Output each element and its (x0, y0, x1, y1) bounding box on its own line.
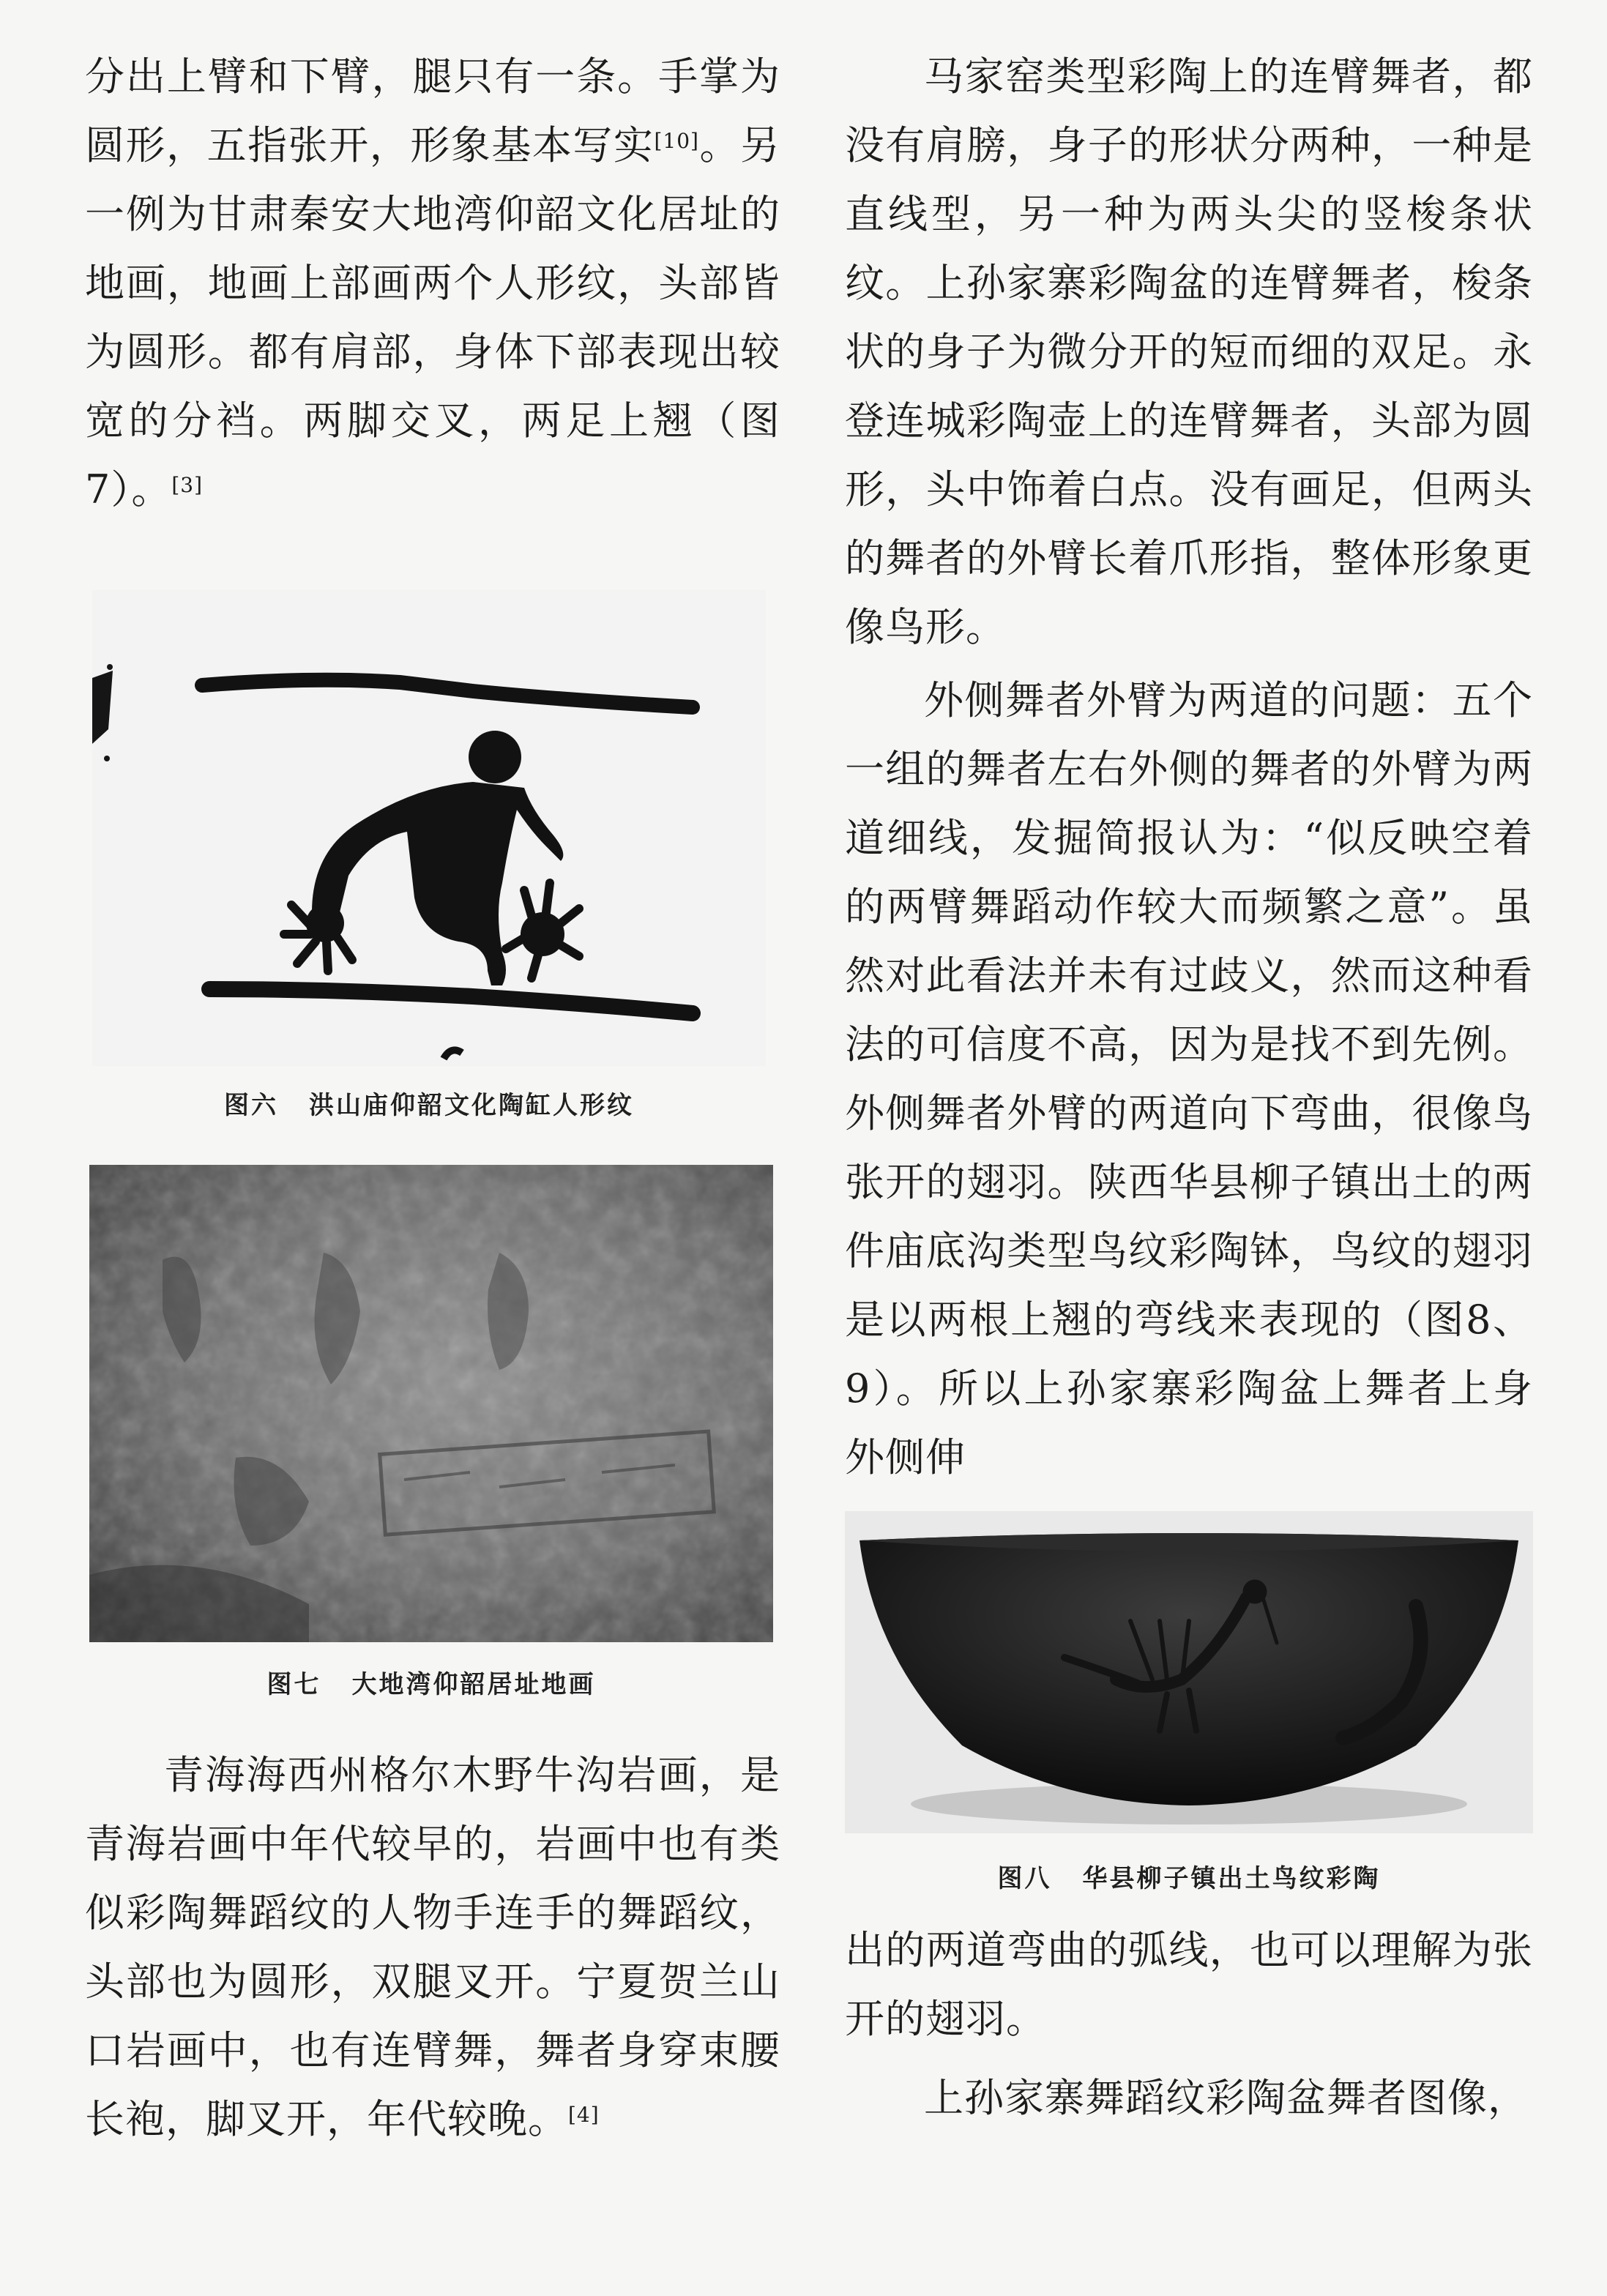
right-paragraph-4: 上孙家寨舞蹈纹彩陶盆舞者图像， (924, 2075, 1528, 2121)
figure-8-image (845, 1511, 1533, 1833)
figure-8-caption (845, 1858, 1533, 1894)
reference-marker: [3] (171, 473, 204, 497)
text-run: 分出上臂和下臂，腿只有一条。手掌为圆形，五指张开，形象基本写实 (85, 53, 780, 168)
figure-6-image (92, 590, 766, 1066)
figure-8-number: 图八 (997, 1864, 1052, 1893)
right-paragraph-2: 外侧舞者外臂为两道的问题：五个一组的舞者左右外侧的舞者的外臂为两道细线，发掘简报认为：“似反映空着的两臂舞蹈动作较大而频繁之意”。虽然对此看法并未有过歧义，然而这种看法的可信度不高，因为是找不到先例。外侧舞者外臂的两道向下弯曲，很像鸟张开的翅羽。陕西华县柳子镇出土的两件庙底沟类型鸟纹彩陶钵，鸟纹的翅羽是以两根上翘的弯线来表现的（图8、9）。所以上孙家寨彩陶盆上舞者上身外侧伸 (845, 677, 1533, 1480)
text-run: 。另一例为甘肃秦安大地湾仰韶文化居址的地画，地画上部画两个人形纹，头部皆为圆形。都有肩部，身体下部表现出较宽的分裆。两脚交叉，两足上翘（图7）。 (85, 122, 781, 512)
figure-6-number: 图六 (224, 1091, 278, 1120)
right-paragraph-3: 出的两道弯曲的弧线，也可以理解为张开的翅羽。 (845, 1927, 1533, 2042)
left-paragraph-1 (85, 42, 780, 524)
figure-7-title: 大地湾仰韶居址地画 (351, 1670, 596, 1699)
reference-marker: [10] (654, 129, 699, 153)
figure-6-caption (92, 1085, 766, 1121)
figure-7 (89, 1165, 780, 1700)
left-column (85, 42, 780, 2154)
figure-8 (845, 1511, 1533, 1894)
figure-7-image (89, 1165, 773, 1642)
figure-6-title: 洪山庙仰韶文化陶缸人形纹 (309, 1091, 634, 1120)
right-column (845, 42, 1533, 2133)
reference-marker: [4] (568, 2103, 600, 2127)
figure-7-number: 图七 (266, 1670, 321, 1699)
figure-8-title: 华县柳子镇出土鸟纹彩陶 (1082, 1864, 1381, 1893)
right-paragraph-1: 马家窑类型彩陶上的连臂舞者，都没有肩膀，身子的形状分两种，一种是直线型，另一种为两头尖的竖梭条状纹。上孙家寨彩陶盆的连臂舞者，梭条状的身子为微分开的短而细的双足。永登连城彩陶壶上的连臂舞者，头部为圆形，头中饰着白点。没有画足，但两头的舞者的外臂长着爪形指，整体形象更像鸟形。 (845, 53, 1533, 650)
figure-7-caption (89, 1664, 773, 1700)
figure-6 (92, 590, 780, 1121)
left-paragraph-2 (85, 1741, 780, 2154)
text-run: 青海海西州格尔木野牛沟岩画，是青海岩画中年代较早的，岩画中也有类似彩陶舞蹈纹的人物手连手的舞蹈纹，头部也为圆形，双腿叉开。宁夏贺兰山口岩画中，也有连臂舞，舞者身穿束腰长袍，脚叉开，年代较晚。 (85, 1752, 780, 2142)
